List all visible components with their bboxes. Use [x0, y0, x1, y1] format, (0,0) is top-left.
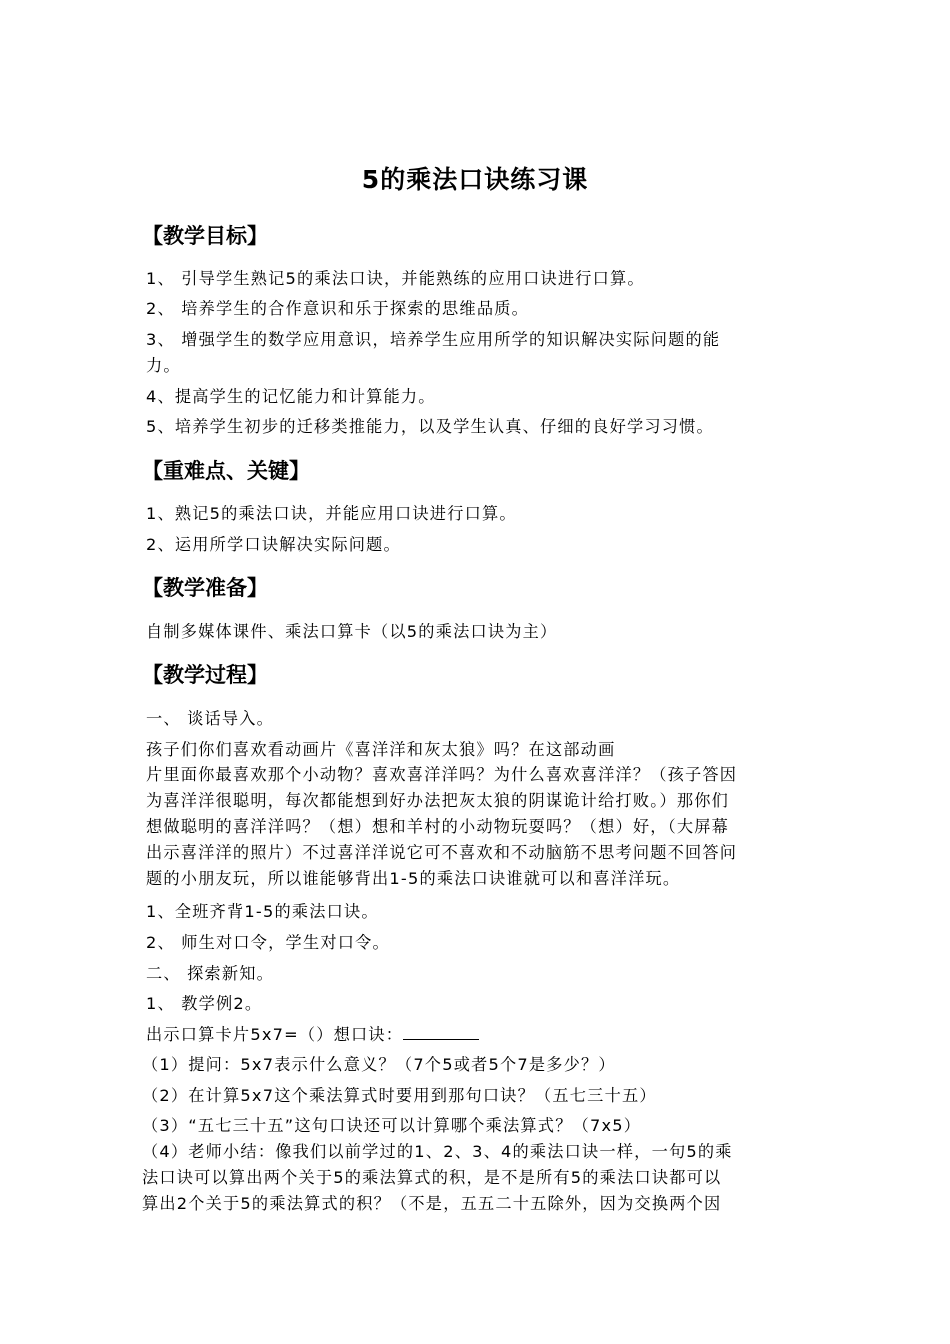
document-title: 5的乘法口诀练习课: [361, 165, 589, 194]
goal-item-1: 1、 引导学生熟记5的乘法口诀，并能熟练的应用口诀进行口算。: [146, 269, 645, 288]
intro-paragraph-line: 片里面你最喜欢那个小动物？喜欢喜洋洋吗？为什么喜欢喜洋洋？（孩子答因: [146, 765, 738, 784]
question-1: （1）提问：5x7表示什么意义？（7个5或者5个7是多少？）: [142, 1055, 616, 1074]
card-line: [146, 1021, 479, 1045]
answer-blank: [403, 1025, 479, 1040]
question-2: （2）在计算5x7这个乘法算式时要用到那句口诀？（五七三十五）: [142, 1086, 657, 1105]
goal-item-5: 5、培养学生初步的迁移类推能力，以及学生认真、仔细的良好学习习惯。: [146, 417, 714, 436]
summary-paragraph: [142, 1139, 792, 1217]
goal-item-3: 3、 增强学生的数学应用意识，培养学生应用所学的知识解决实际问题的能: [146, 330, 721, 349]
keypoint-item-1: 1、熟记5的乘法口诀，并能应用口诀进行口算。: [146, 504, 517, 523]
heading-teaching-process: 【教学过程】: [142, 663, 268, 687]
intro-paragraph: [146, 762, 796, 892]
keypoint-item-2: 2、运用所学口诀解决实际问题。: [146, 535, 401, 554]
heading-key-points: 【重难点、关键】: [142, 459, 310, 483]
part1-title: 一、 谈话导入。: [146, 709, 275, 728]
intro-paragraph-line: 为喜洋洋很聪明，每次都能想到好办法把灰太狼的阴谋诡计给打败。）那你们: [146, 791, 730, 810]
part2-title: 二、 探索新知。: [146, 964, 275, 983]
goal-item-3-cont: 力。: [146, 356, 181, 375]
intro-line-1: 孩子们你们喜欢看动画片《喜洋洋和灰太狼》吗？在这部动画: [146, 740, 616, 759]
goal-item-4: 4、提高学生的记忆能力和计算能力。: [146, 387, 436, 406]
example-title: 1、 教学例2。: [146, 994, 263, 1013]
summary-paragraph-line: 法口诀可以算出两个关于5的乘法算式的积，是不是所有5的乘法口诀都可以: [142, 1168, 722, 1187]
heading-teaching-goals: 【教学目标】: [142, 224, 268, 248]
goal-item-2: 2、 培养学生的合作意识和乐于探索的思维品质。: [146, 299, 529, 318]
prep-item-1: 自制多媒体课件、乘法口算卡（以5的乘法口诀为主）: [146, 622, 558, 641]
summary-paragraph-line: （4）老师小结：像我们以前学过的1、2、3、4的乘法口诀一样，一句5的乘: [142, 1142, 733, 1161]
intro-paragraph-line: 题的小朋友玩，所以谁能够背出1-5的乘法口诀谁就可以和喜洋洋玩。: [146, 869, 681, 888]
summary-paragraph-line: 算出2个关于5的乘法算式的积？（不是，五五二十五除外，因为交换两个因: [142, 1194, 722, 1213]
intro-paragraph-line: 出示喜洋洋的照片）不过喜洋洋说它可不喜欢和不动脑筋不思考问题不回答问: [146, 843, 738, 862]
question-3: （3）“五七三十五”这句口诀还可以计算哪个乘法算式？（7x5）: [142, 1116, 642, 1135]
intro-paragraph-line: 想做聪明的喜洋洋吗？（想）想和羊村的小动物玩耍吗？（想）好，（大屏幕: [146, 817, 730, 836]
card-text: 出示口算卡片5x7=（）想口诀：: [146, 1025, 404, 1044]
step-2: 2、 师生对口令，学生对口令。: [146, 933, 390, 952]
heading-teaching-prep: 【教学准备】: [142, 576, 268, 600]
step-1: 1、全班齐背1-5的乘法口诀。: [146, 902, 379, 921]
